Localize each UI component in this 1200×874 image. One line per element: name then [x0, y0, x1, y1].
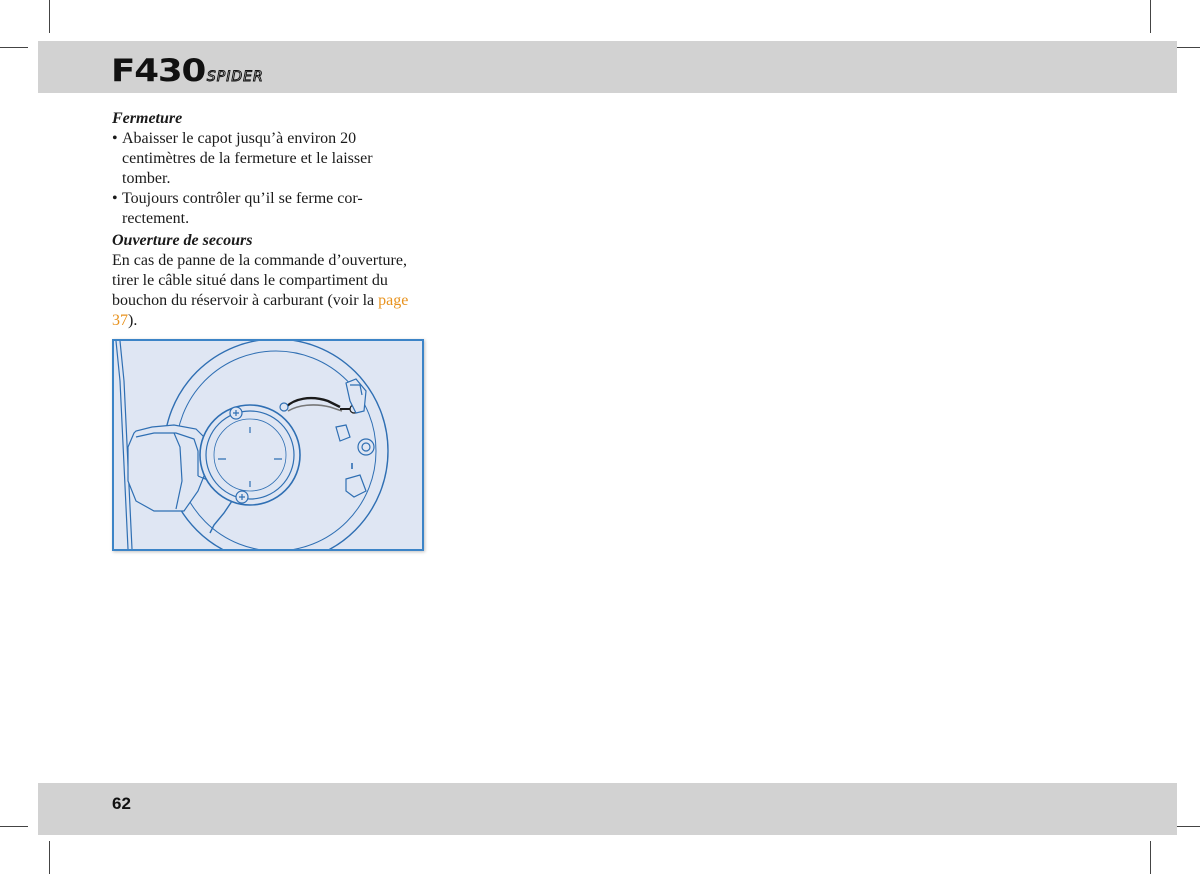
crop-mark [1150, 0, 1151, 33]
paragraph-text: En cas de panne de la commande d’ouverture, tirer le câble situé dans le compartiment du bouchon du réservoir à carburant (voir la [112, 252, 407, 309]
crop-mark [0, 826, 28, 827]
emergency-paragraph [112, 251, 412, 331]
paragraph-text-end: ). [128, 312, 138, 329]
page-number: 62 [112, 794, 131, 813]
page-link[interactable]: page 37 [112, 292, 409, 329]
section-title-closing: Fermeture [112, 110, 183, 127]
bullet-item: • Abaisser le capot jusqu’à environ 20 centimètres de la fermeture et le laisser tomber. [112, 129, 412, 189]
section-title-emergency: Ouverture de secours [112, 232, 253, 249]
fuel-filler-compartment-icon [114, 341, 422, 549]
bullet-item: • Toujours contrôler qu’il se ferme cor-rectement. [112, 189, 412, 229]
fuel-filler-illustration [112, 339, 424, 551]
footer-band [38, 783, 1177, 835]
crop-mark [1150, 841, 1151, 874]
logo-main: F430 [111, 53, 206, 89]
crop-mark [0, 47, 28, 48]
main-content [112, 109, 412, 331]
crop-mark [49, 0, 50, 33]
logo-sub: SPIDER [206, 69, 264, 85]
closing-bullet-list [112, 129, 412, 229]
crop-mark [49, 841, 50, 874]
logo [111, 55, 264, 87]
